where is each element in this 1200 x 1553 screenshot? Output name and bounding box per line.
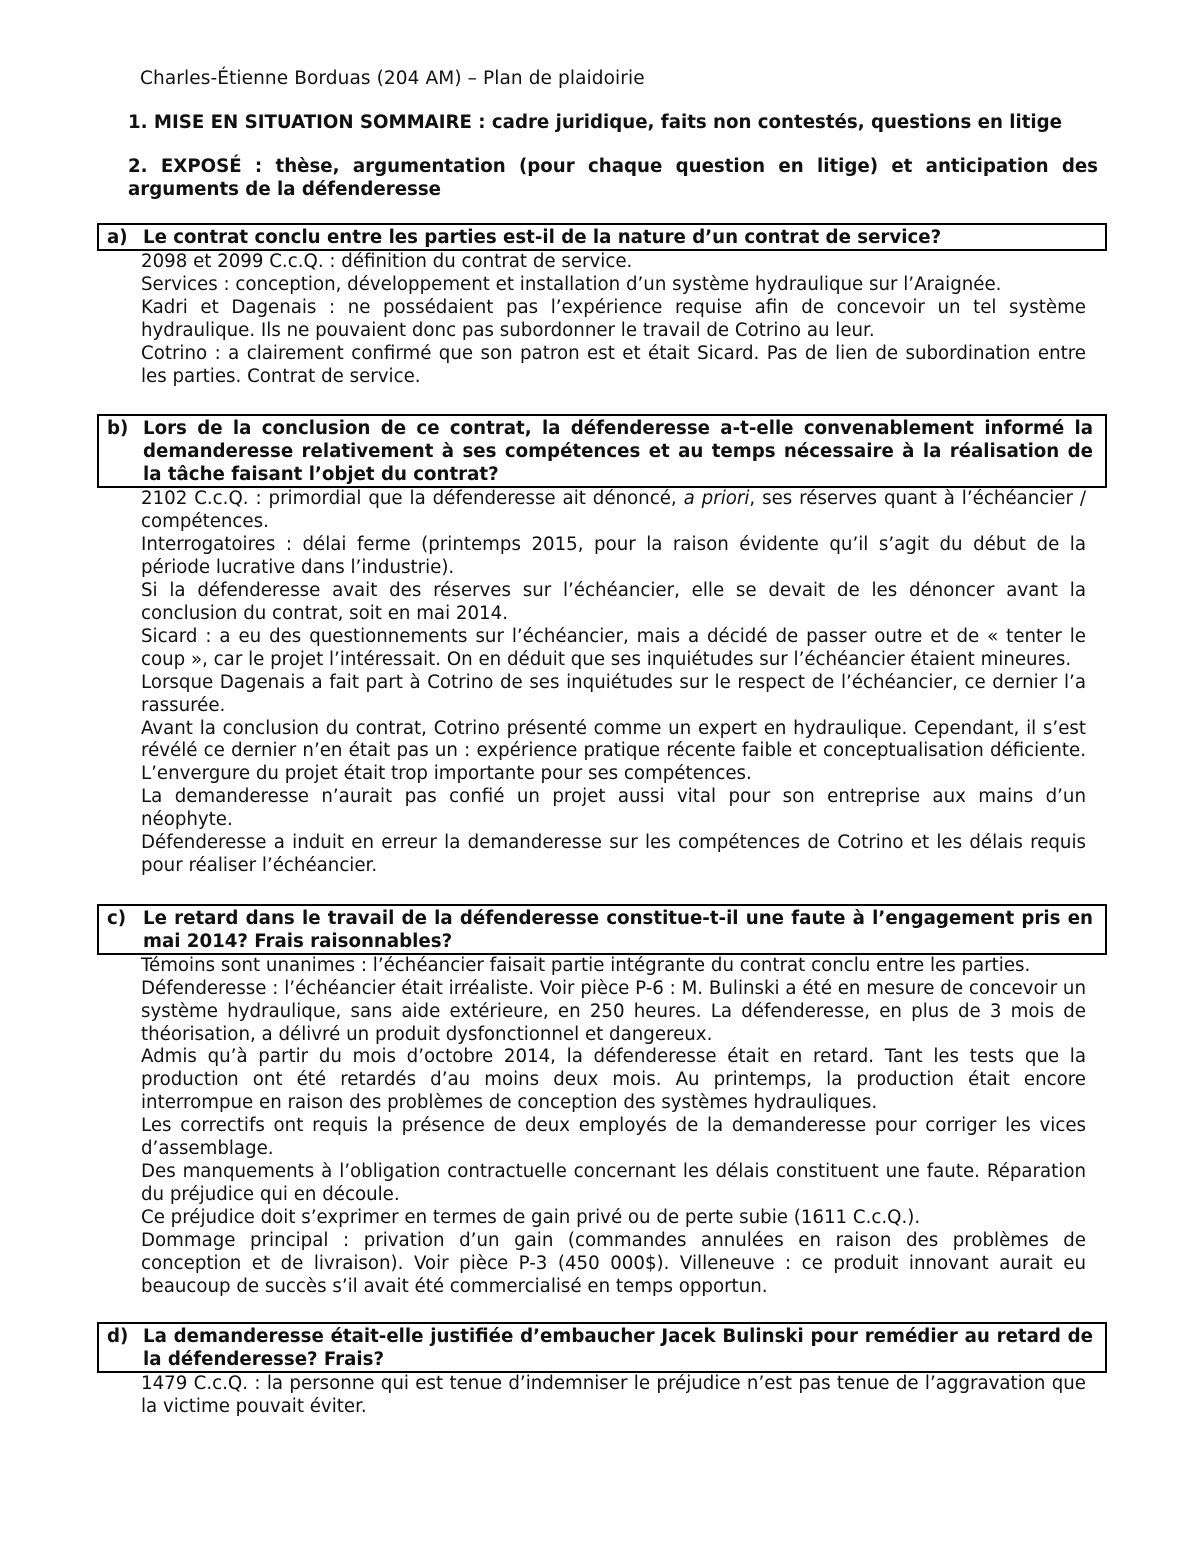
paragraph: 1479 C.c.Q. : la personne qui est tenue d’indemniser le préjudice n’est pas tenue de l’aggravation que la victime pouvait éviter. xyxy=(141,1373,1086,1418)
question-text: La demanderesse était-elle justifiée d’embaucher Jacek Bulinski pour remédier au retard de la défenderesse? Frais? xyxy=(143,1326,1093,1371)
question-box-b xyxy=(97,414,1107,488)
paragraph: Interrogatoires : délai ferme (printemps 2015, pour la raison évidente qu’il s’agit du début de la période lucrative dans l’industrie). xyxy=(141,534,1086,579)
document-title: Charles-Étienne Borduas (204 AM) – Plan de plaidoirie xyxy=(140,68,645,89)
paragraph xyxy=(141,488,1086,534)
question-box-d xyxy=(97,1322,1107,1373)
paragraph: Défenderesse a induit en erreur la demanderesse sur les compétences de Cotrino et les délais requis pour réaliser l’échéancier. xyxy=(141,832,1086,876)
section-body-d xyxy=(141,1373,1086,1419)
question-box-a xyxy=(97,223,1107,251)
paragraph: Services : conception, développement et installation d’un système hydraulique sur l’Araignée. xyxy=(141,273,1002,295)
paragraph: Kadri et Dagenais : ne possédaient pas l’expérience requise afin de concevoir un tel système hydraulique. Ils ne pouvaient donc pas subordonner le travail de Cotrino au leur. xyxy=(141,296,1086,341)
section-body-b xyxy=(141,488,1086,877)
paragraph: Défenderesse : l’échéancier était irréaliste. Voir pièce P-6 : M. Bulinski a été en mesure de concevoir un système hydraulique, sans aide extérieure, en 250 heures. La défenderesse, en plus de 3 mois de théorisation, a délivré un produit dysfonctionnel et dangereux. xyxy=(141,977,1086,1045)
question-letter: a) xyxy=(107,227,128,248)
paragraph: Si la défenderesse avait des réserves sur l’échéancier, elle se devait de les dénoncer avant la conclusion du contrat, soit en mai 2014. xyxy=(141,580,1086,624)
heading-mise-en-situation: 1. MISE EN SITUATION SOMMAIRE : cadre juridique, faits non contestés, questions en litige xyxy=(128,112,1062,133)
question-box-c xyxy=(97,904,1107,955)
paragraph-text: , ses réserves quant à l’échéancier / compétences. xyxy=(141,488,1086,533)
paragraph: Admis qu’à partir du mois d’octobre 2014, la défenderesse était en retard. Tant les tests que la production ont été retardés d’au moins deux mois. Au printemps, la production était encore interrompue en raison des problèmes de conception des systèmes hydrauliques. xyxy=(141,1046,1086,1114)
paragraph: 2098 et 2099 C.c.Q. : définition du contrat de service. xyxy=(141,251,633,272)
paragraph: Sicard : a eu des questionnements sur l’échéancier, mais a décidé de passer outre et de « tenter le coup », car le projet l’intéressait. On en déduit que ses inquiétudes sur l’échéancier étaient mineures. xyxy=(141,625,1086,670)
section-body-a xyxy=(141,251,1086,388)
paragraph: Dommage principal : privation d’un gain (commandes annulées en raison des problèmes de conception et de livraison). Voir pièce P-3 (450 000$). Villeneuve : ce produit innovant aurait eu beaucoup de succès s’il avait été commercialisé en temps opportun. xyxy=(141,1229,1086,1297)
paragraph: Ce préjudice doit s’exprimer en termes de gain privé ou de perte subie (1611 C.c.Q.). xyxy=(141,1206,921,1228)
paragraph: Témoins sont unanimes : l’échéancier faisait partie intégrante du contrat conclu entre les parties. xyxy=(141,954,1031,976)
paragraph: Cotrino : a clairement confirmé que son patron est et était Sicard. Pas de lien de subordination entre les parties. Contrat de service. xyxy=(141,342,1086,387)
question-text: Le retard dans le travail de la défenderesse constitue-t-il une faute à l’engagement pris en mai 2014? Frais raisonnables? xyxy=(143,907,1093,952)
paragraph: Avant la conclusion du contrat, Cotrino présenté comme un expert en hydraulique. Cependant, il s’est révélé ce dernier n’en était pas un : expérience pratique récente faible et conceptualisation déficiente. L’envergure du projet était trop importante pour ses compétences. xyxy=(141,717,1086,785)
heading-expose: 2. EXPOSÉ : thèse, argumentation (pour chaque question en litige) et anticipation des arguments de la défenderesse xyxy=(128,156,1098,200)
question-letter: b) xyxy=(107,418,129,440)
paragraph: Les correctifs ont requis la présence de deux employés de la demanderesse pour corriger les vices d’assemblage. xyxy=(141,1115,1086,1160)
paragraph-text: 2102 C.c.Q. : primordial que la défenderesse ait dénoncé, xyxy=(141,488,684,510)
section-body-c xyxy=(141,955,1086,1299)
question-text: Le contrat conclu entre les parties est-il de la nature d’un contrat de service? xyxy=(143,227,942,248)
question-letter: d) xyxy=(107,1326,129,1348)
question-text: Lors de la conclusion de ce contrat, la défenderesse a-t-elle convenablement informé la demanderesse relativement à ses compétences et au temps nécessaire à la réalisation de la tâche faisant l’objet du contrat? xyxy=(143,418,1093,486)
question-letter: c) xyxy=(107,907,127,929)
paragraph: Des manquements à l’obligation contractuelle concernant les délais constituent une faute. Réparation du préjudice qui en découle. xyxy=(141,1161,1086,1205)
paragraph: La demanderesse n’aurait pas confié un projet aussi vital pour son entreprise aux mains d’un néophyte. xyxy=(141,786,1086,831)
italic-term: a priori xyxy=(683,488,750,510)
paragraph: Lorsque Dagenais a fait part à Cotrino de ses inquiétudes sur le respect de l’échéancier, ce dernier l’a rassurée. xyxy=(141,671,1086,716)
